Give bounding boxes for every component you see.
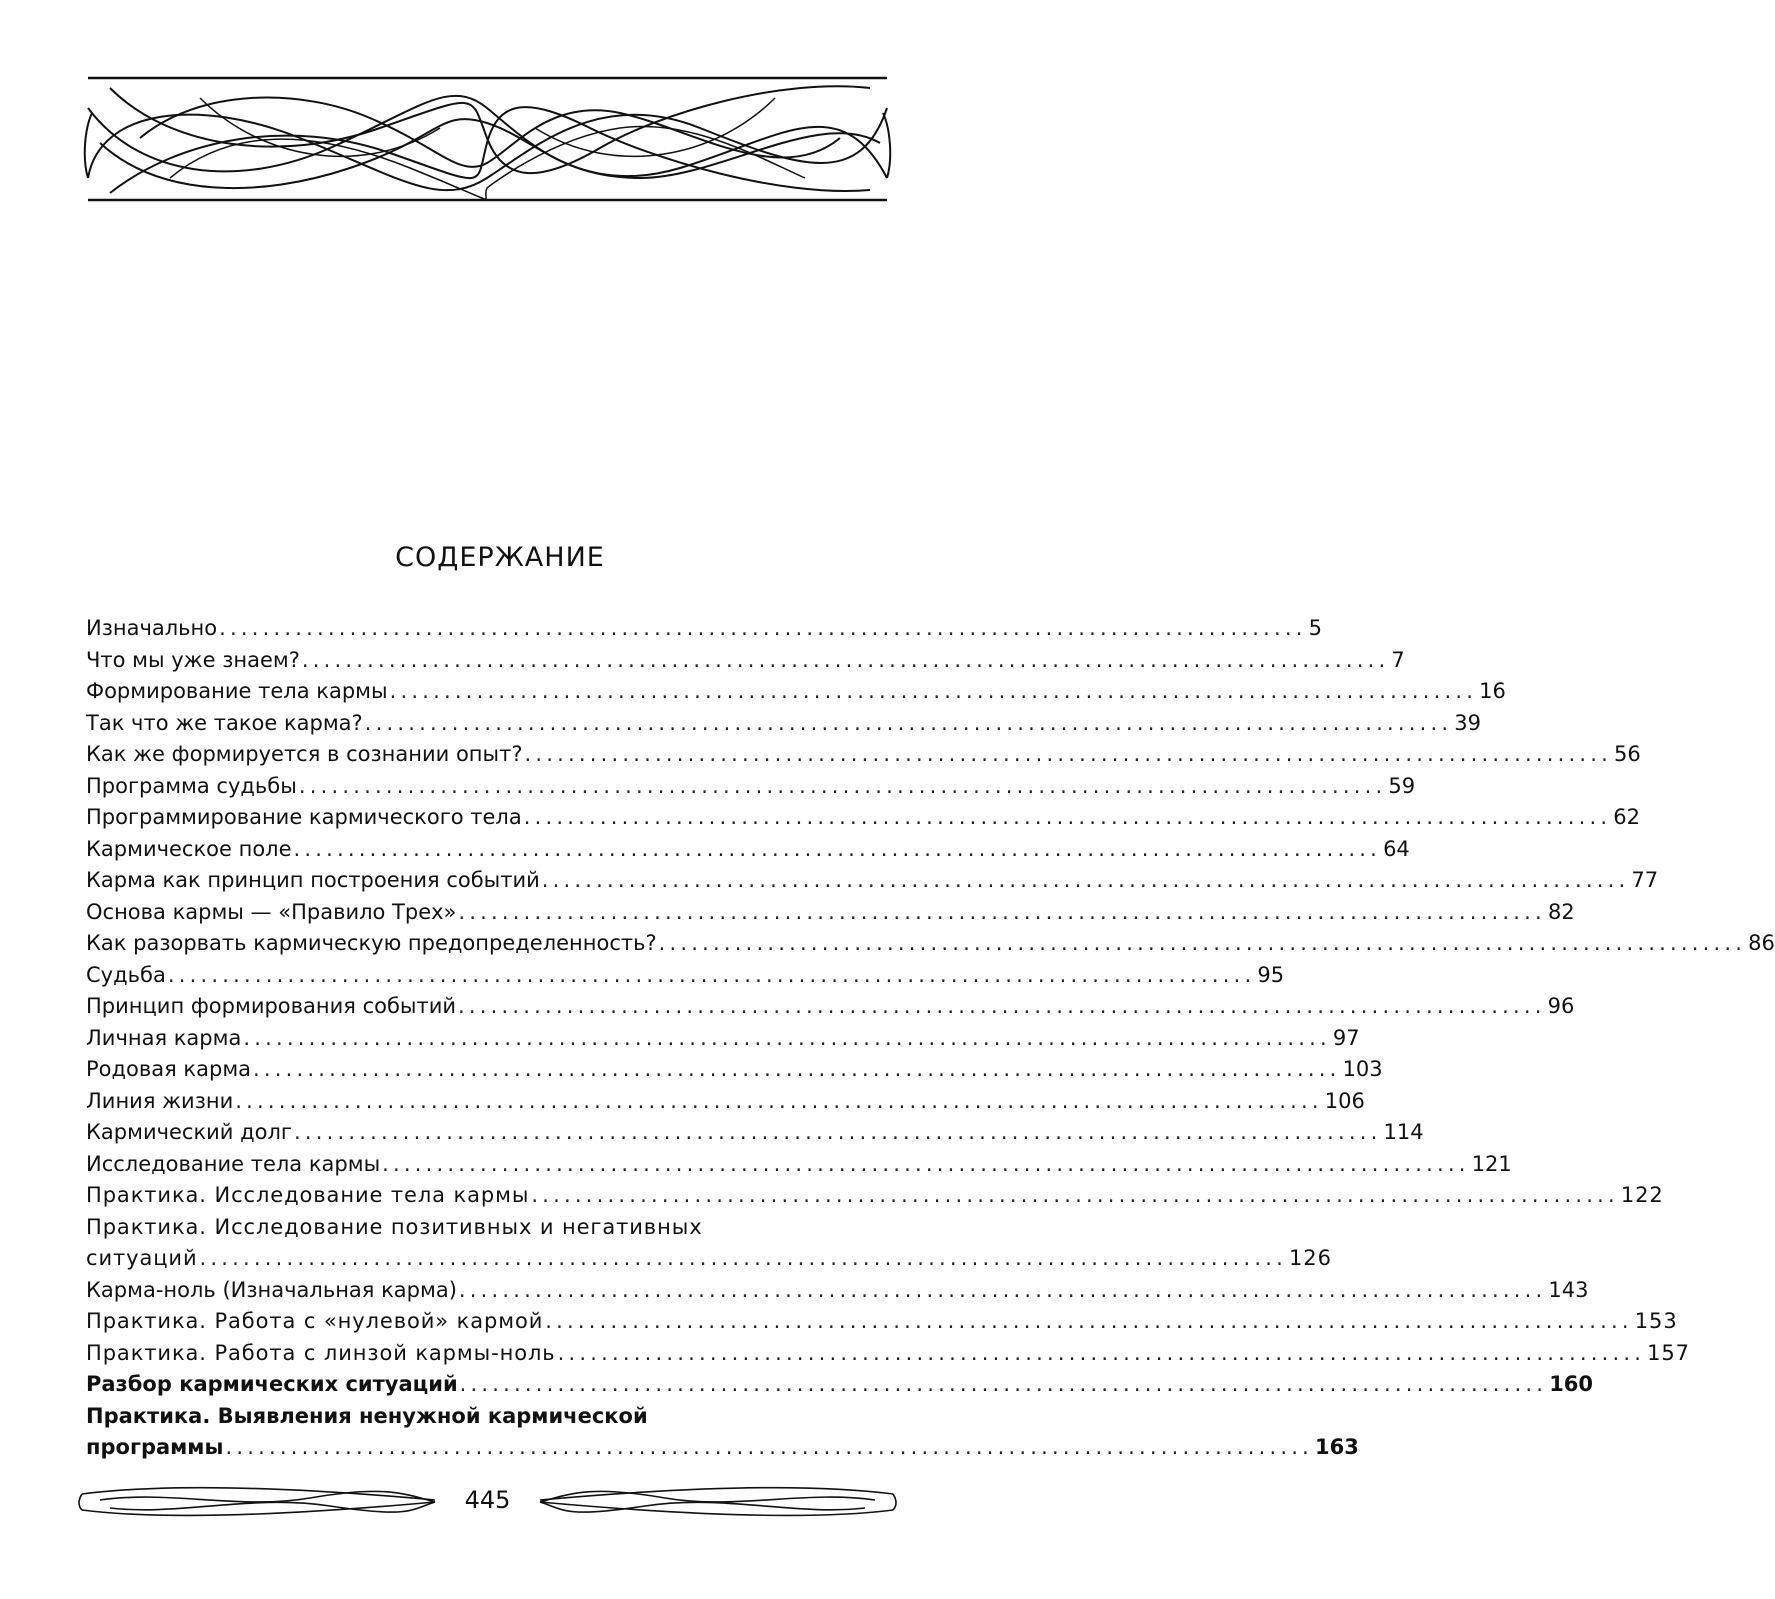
toc-entry-page: 160: [1549, 1372, 1594, 1396]
toc-entry: [86, 897, 1575, 929]
toc-entry: [86, 1275, 1589, 1307]
dot-leader: ....................................................................................................: [167, 962, 1256, 987]
toc-entry-title: Программа судьбы: [86, 773, 297, 798]
page-title: СОДЕРЖАНИЕ: [395, 542, 605, 573]
dot-leader: ....................................................................................................: [557, 1340, 1646, 1365]
dot-leader: ....................................................................................................: [541, 868, 1630, 892]
toc-entry-page: 106: [1324, 1088, 1365, 1113]
toc-entry-title: Практика. Работа с «нулевой» кармой: [86, 1309, 544, 1333]
dot-leader: ....................................................................................................: [253, 1057, 1341, 1081]
toc-entry-title: Изначально: [86, 616, 218, 640]
toc-entry-title: Программирование кармического тела: [86, 805, 522, 829]
footer-ornament-right: [535, 1480, 895, 1524]
page-footer: [80, 1480, 895, 1524]
toc-entry-title: Родовая карма: [86, 1057, 252, 1081]
toc-entry-title: программы: [86, 1435, 224, 1459]
dot-leader: ....................................................................................................: [524, 742, 1613, 766]
dot-leader: ....................................................................................................: [225, 1435, 1313, 1459]
toc-entry: [86, 834, 1410, 866]
toc-entry: [86, 928, 1775, 960]
dot-leader: ....................................................................................................: [458, 1277, 1547, 1302]
toc-entry: [86, 676, 1506, 708]
toc-entry: [86, 1086, 1365, 1118]
toc-entry: [86, 1054, 1383, 1086]
toc-entry-title: Как же формируется в сознании опыт?: [86, 742, 523, 766]
toc-entry: [86, 1149, 1512, 1181]
dot-leader: ....................................................................................................: [382, 1151, 1470, 1176]
toc-entry: [86, 1117, 1424, 1149]
toc-entry-page: 121: [1471, 1151, 1512, 1176]
toc-entry-title: Личная карма: [86, 1025, 242, 1050]
toc-entry-page: 103: [1342, 1057, 1383, 1081]
toc-entry: [86, 1369, 1594, 1401]
dot-leader: ....................................................................................................: [658, 931, 1747, 955]
dot-leader: ....................................................................................................: [545, 1309, 1633, 1333]
toc-entry: [86, 1212, 1332, 1275]
toc-entry: [86, 960, 1285, 992]
toc-entry-page: 7: [1391, 647, 1405, 672]
toc-entry: [86, 1023, 1360, 1055]
dot-leader: ....................................................................................................: [199, 1246, 1288, 1270]
toc-entry-page: 82: [1547, 899, 1575, 924]
dot-leader: ....................................................................................................: [219, 616, 1307, 640]
toc-entry-title: Исследование тела кармы: [86, 1151, 381, 1176]
toc-entry: [86, 865, 1659, 897]
toc-entry-page: 122: [1620, 1183, 1664, 1207]
dot-leader: ....................................................................................................: [235, 1088, 1323, 1113]
toc-entry: [86, 1401, 1359, 1464]
toc-entry-page: 5: [1308, 616, 1323, 640]
toc-entry-title: Практика. Исследование тела кармы: [86, 1183, 530, 1207]
toc-entry-page: 86: [1748, 931, 1775, 955]
dot-leader: ....................................................................................................: [293, 836, 1382, 861]
toc-entry-page: 157: [1647, 1340, 1690, 1365]
toc-entry-title: Карма как принцип построения событий: [86, 868, 540, 892]
toc-entry: [86, 613, 1323, 645]
toc-entry-title: Формирование тела кармы: [86, 679, 388, 703]
toc-entry-page: 143: [1548, 1277, 1589, 1302]
toc-entry-page: 62: [1613, 805, 1640, 829]
toc-entry-title: Принцип формирования событий: [86, 994, 457, 1018]
toc-entry: [86, 1306, 1678, 1338]
toc-entry-page: 59: [1388, 773, 1416, 798]
dot-leader: ....................................................................................................: [243, 1025, 1331, 1050]
toc-entry-page: 96: [1547, 994, 1575, 1018]
toc-entry-title: Что мы уже знаем?: [86, 647, 300, 672]
toc-entry: [86, 739, 1641, 771]
toc-entry-title: ситуаций: [86, 1246, 198, 1270]
toc-entry-page: 163: [1315, 1435, 1359, 1459]
toc-entry-page: 153: [1634, 1309, 1678, 1333]
toc-entry: [86, 708, 1481, 740]
toc-entry: [86, 991, 1575, 1023]
toc-entry: [86, 645, 1405, 677]
toc-entry: [86, 1180, 1664, 1212]
dot-leader: ....................................................................................................: [389, 679, 1478, 703]
toc-entry-page: 16: [1479, 679, 1506, 703]
toc-entry-title: Так что же такое карма?: [86, 710, 363, 735]
toc-entry-title: Основа кармы — «Правило Трех»: [86, 899, 457, 924]
toc-entry-title: Кармический долг: [86, 1120, 292, 1144]
toc-entry: [86, 1338, 1690, 1370]
toc-entry: [86, 802, 1640, 834]
toc-entry-page: 95: [1257, 962, 1285, 987]
toc-entry-page: 114: [1383, 1120, 1424, 1144]
toc-entry-page: 64: [1383, 836, 1410, 861]
toc-entry-title: Кармическое поле: [86, 836, 292, 861]
toc-entry-title: Как разорвать кармическую предопределенность?: [86, 931, 657, 955]
toc-entry: [86, 771, 1416, 803]
dot-leader: ....................................................................................................: [458, 994, 1546, 1018]
toc-entry-title: Практика. Работа с линзой кармы-ноль: [86, 1340, 556, 1365]
toc-entry-page: 56: [1614, 742, 1641, 766]
toc-entry-page: 97: [1332, 1025, 1360, 1050]
toc-entry-title: Карма-ноль (Изначальная карма): [86, 1277, 457, 1302]
dot-leader: ....................................................................................................: [458, 899, 1546, 924]
page-number: 445: [464, 1486, 511, 1514]
toc-entry-page: 77: [1631, 868, 1659, 892]
top-ornament: [80, 68, 895, 210]
toc-entry-page: 126: [1289, 1246, 1332, 1270]
dot-leader: ....................................................................................................: [364, 710, 1453, 735]
dot-leader: ....................................................................................................: [531, 1183, 1619, 1207]
toc-entry-title-line1: Практика. Исследование позитивных и негативных: [86, 1214, 703, 1239]
table-of-contents: [86, 613, 1775, 1464]
toc-entry-title: Разбор кармических ситуаций: [86, 1372, 458, 1396]
dot-leader: ....................................................................................................: [293, 1120, 1382, 1144]
toc-entry-page: 39: [1454, 710, 1481, 735]
dot-leader: ....................................................................................................: [301, 647, 1390, 672]
toc-entry-title: Судьба: [86, 962, 166, 987]
toc-entry-title: Линия жизни: [86, 1088, 234, 1113]
dot-leader: ....................................................................................................: [459, 1372, 1548, 1396]
dot-leader: ....................................................................................................: [298, 773, 1387, 798]
dot-leader: ....................................................................................................: [523, 805, 1612, 829]
toc-entry-title-line1: Практика. Выявления ненужной кармической: [86, 1403, 648, 1428]
